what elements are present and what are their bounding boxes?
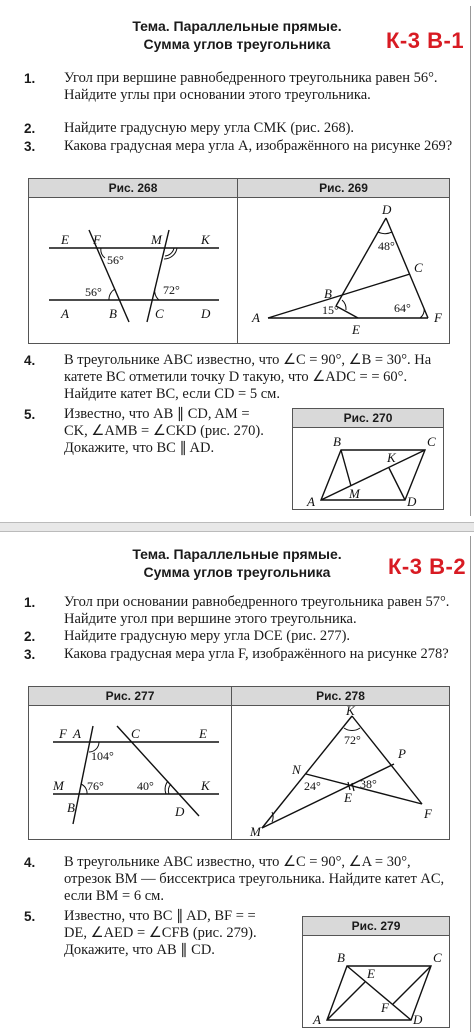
angle-arc [420,308,424,318]
angle-label-48: 48° [378,239,395,253]
label-k: K [201,232,210,247]
figure-278-caption: Рис. 278 [316,689,365,703]
label-b: B [324,286,332,301]
figure-279-caption: Рис. 279 [303,917,449,936]
label-c: C [433,950,442,965]
label-e: E [344,790,352,805]
side-km [262,716,352,828]
task-number: 3. [24,139,36,154]
task-4 [24,352,454,406]
diagonal-bd [347,966,411,1020]
variant-1-card [2,6,471,516]
transversal-cd [117,726,199,816]
task-number: 1. [24,595,36,610]
task-number: 4. [24,855,36,870]
task-text: Какова градусная мера угла F, изображённого на рисунке 278? [64,646,449,662]
label-e: E [199,726,207,741]
label-d: D [175,804,185,819]
label-m: M [250,824,261,838]
page-separator [0,522,474,532]
angle-arc [101,248,105,258]
angle-arc [344,728,360,731]
task-3 [24,138,454,174]
segment-be [336,306,358,318]
angle-label-64: 64° [394,301,411,315]
figure-277-drawing [29,706,231,838]
figure-277-caption: Рис. 277 [105,689,155,703]
angle-label-56-top: 56° [107,253,124,267]
task-text: Известно, что AB ∥ CD, AM = CK, ∠AMB = ∠CKD (рис. 270). Докажите, что BC ∥ AD. [64,406,264,456]
label-c: C [131,726,140,741]
topic-title-line2: Сумма углов треугольника [143,36,331,52]
label-e: E [367,966,375,981]
task-1 [24,594,454,630]
label-f: F [59,726,67,741]
task-number: 4. [24,353,36,368]
task-4 [24,854,454,906]
task-2 [24,628,454,646]
angle-label-38: 38° [360,777,377,791]
task-number: 5. [24,909,36,924]
angle-arc [342,300,346,310]
figure-268-drawing [29,198,237,342]
figure-270 [292,408,444,510]
task-text: В треугольнике ABC известно, что ∠C = 90°, ∠A = 30°, отрезок BM — биссектриса треугольника. Найдите катет AC, если BM = 6 см. [64,854,445,904]
task-number: 5. [24,407,36,422]
task-text: Какова градусная мера угла A, изображённого на рисунке 269? [64,138,453,154]
label-f: F [424,806,432,821]
task-number: 2. [24,121,36,136]
segment-ae [327,982,365,1020]
label-a: A [61,306,69,321]
topic-title-line1: Тема. Параллельные прямые. [132,546,342,562]
label-f: F [434,310,442,325]
angle-arc [272,812,273,822]
label-a: A [313,1012,321,1026]
label-m: M [349,486,360,501]
angle-arc [165,781,168,794]
label-m: M [53,778,64,793]
label-d: D [413,1012,423,1026]
task-number: 1. [24,71,36,86]
variant-badge: К-3 В-2 [388,554,467,579]
label-b: B [333,434,341,449]
segment-bm [341,450,351,486]
figures-268-269 [28,178,450,344]
task-2 [24,120,454,138]
label-b: B [67,800,75,815]
figure-268-caption: Рис. 268 [108,181,158,195]
task-text: Известно, что BC ∥ AD, BF = = DE, ∠AED = ∠CFB (рис. 279). Докажите, что AB ∥ CD. [64,908,257,958]
task-text: В треугольнике ABC известно, что ∠C = 90°, ∠B = 30°. На катете BC отметили точку D такую, что ∠ADC = = 60°. Найдите катет BC, если CD = 5 см. [64,352,432,402]
task-5 [24,908,274,980]
figure-269-drawing [238,198,449,342]
figure-279-drawing [303,936,449,1026]
angle-arc [109,289,115,300]
label-m: M [151,232,162,247]
topic-title-line2: Сумма углов треугольника [143,564,331,580]
task-5 [24,406,264,478]
label-c: C [427,434,436,449]
task-number: 3. [24,647,36,662]
task-text: Найдите градусную меру угла DCE (рис. 277). [64,628,351,644]
label-c: C [414,260,423,275]
angle-label-24: 24° [304,779,321,793]
angle-label-72: 72° [163,283,180,297]
figure-270-drawing [293,428,443,508]
label-c: C [155,306,164,321]
side-da [336,218,386,306]
figures-277-278 [28,686,450,840]
variant-badge: К-3 В-1 [386,28,465,53]
angle-label-40: 40° [137,779,154,793]
label-f: F [93,232,101,247]
label-a: A [73,726,81,741]
label-n: N [292,762,301,777]
label-a: A [307,494,315,508]
label-k: K [387,450,396,465]
label-e: E [61,232,69,247]
angle-label-72: 72° [344,733,361,747]
task-1 [24,70,454,122]
segment-dk [389,468,405,500]
task-text: Угол при основании равнобедренного треугольника равен 57°. Найдите угол при вершине этого треугольника. [64,594,450,627]
angle-label-76: 76° [87,779,104,793]
figure-279 [302,916,450,1028]
variant-2-card [2,536,471,1032]
label-d: D [382,202,392,217]
segment-mp [262,764,394,828]
segment-ac [268,274,410,318]
diagonal-ac [321,450,425,500]
angle-arc [378,232,392,234]
angle-label-56-bottom: 56° [85,285,102,299]
angle-label-15: 15° [322,303,339,317]
label-d: D [407,494,417,508]
topic-title-line1: Тема. Параллельные прямые. [132,18,342,34]
label-p: P [398,746,406,761]
segment-cf [393,966,431,1004]
figure-270-caption: Рис. 270 [293,409,443,428]
label-k: K [201,778,210,793]
task-3 [24,646,454,682]
label-d: D [201,306,211,321]
task-number: 2. [24,629,36,644]
task-text: Угол при вершине равнобедренного треугольника равен 56°. Найдите углы при основании этого треугольника. [64,70,438,103]
label-a: A [252,310,260,325]
label-e: E [352,322,360,337]
angle-label-104: 104° [91,749,114,763]
label-b: B [109,306,117,321]
task-text: Найдите градусную меру угла CMK (рис. 268). [64,120,355,136]
figure-278-drawing [232,706,449,838]
label-f: F [381,1000,389,1015]
figure-269-caption: Рис. 269 [319,181,368,195]
angle-arc [165,248,174,256]
label-b: B [337,950,345,965]
label-k: K [346,706,355,718]
